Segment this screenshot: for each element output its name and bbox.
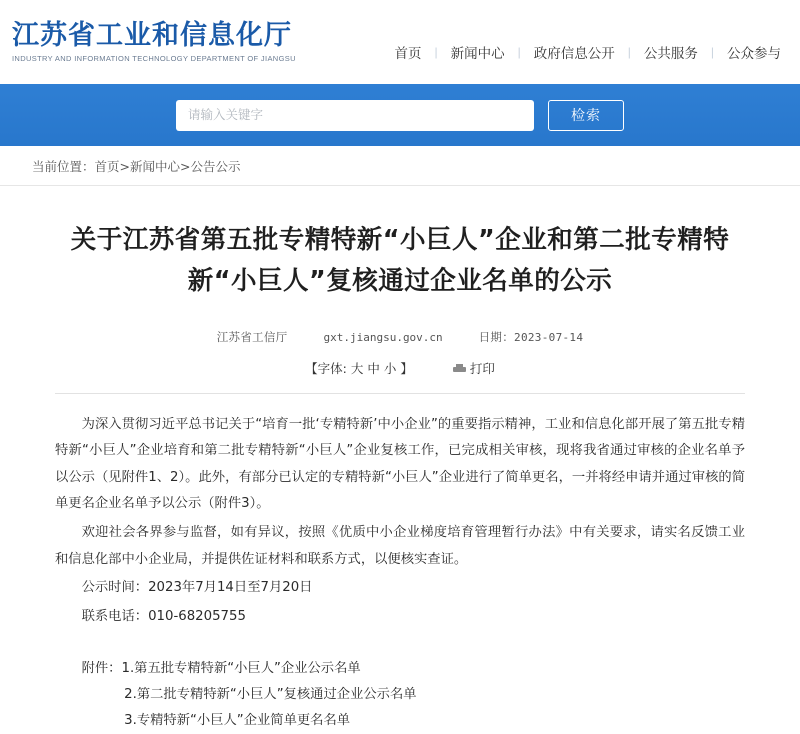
nav-separator: | — [517, 45, 521, 59]
nav-separator: | — [434, 45, 438, 59]
nav-item-government-info[interactable]: 政府信息公开 — [533, 46, 615, 61]
nav-item-public-service[interactable]: 公共服务 — [643, 46, 698, 61]
article-body — [55, 412, 745, 631]
search-row — [176, 100, 624, 131]
print-button[interactable] — [453, 359, 495, 377]
breadcrumb-path[interactable]: 首页>新闻中心>公告公示 — [94, 158, 241, 174]
nav-item-news[interactable]: 新闻中心 — [450, 46, 505, 61]
article-paragraph: 公示时间：2023年7月14日至7月20日 — [81, 580, 313, 596]
font-size-small[interactable]: 小 — [383, 360, 397, 376]
article-date-value: 2023-07-14 — [514, 330, 584, 344]
font-size-toolbar — [55, 359, 745, 377]
breadcrumb-prefix: 当前位置： — [32, 158, 95, 174]
article — [0, 220, 800, 734]
nav-item-home[interactable]: 首页 — [394, 46, 422, 61]
article-source-url: gxt.jiangsu.gov.cn — [323, 330, 443, 344]
breadcrumb-bar — [0, 146, 800, 186]
nav-item-public-participation[interactable]: 公众参与 — [727, 46, 781, 61]
article-paragraph: 为深入贯彻习近平总书记关于“培育一批‘专精特新’中小企业”的重要指示精神，工业和信息化部开展了第五批专精特新“小巨人”企业培育和第二批专精特新“小巨人”企业复核工作，已完成相关审核，现将我省通过审核的企业名单予以公示（见附件1、2）。此外，有部分已认定的专精特新“小巨人”企业进行了简单更名，一并将经申请并通过审核的简单更名企业名单予以公示（附件3）。 — [55, 416, 745, 512]
article-paragraph: 联系电话：010-68205755 — [81, 608, 246, 624]
breadcrumb — [0, 157, 240, 175]
article-date-label: 日期： — [478, 329, 515, 344]
attachment-item[interactable]: 2.第二批专精特新“小巨人”复核通过企业公示名单 — [124, 687, 417, 703]
article-source: 江苏省工信厅 — [216, 329, 288, 344]
search-band — [0, 84, 800, 146]
font-size-medium[interactable]: 中 — [367, 360, 380, 376]
print-label: 打印 — [469, 360, 495, 376]
site-logo-en: INDUSTRY AND INFORMATION TECHNOLOGY DEPARTMENT OF JIANGSU — [12, 54, 296, 64]
site-header — [0, 0, 800, 84]
main-nav — [330, 0, 800, 62]
page-title: 关于江苏省第五批专精特新“小巨人”企业和第二批专精特新“小巨人”复核通过企业名单的公示 — [70, 225, 730, 297]
font-size-label-end: 】 — [400, 360, 413, 376]
site-logo-cn: 江苏省工业和信息化厅 — [12, 20, 292, 51]
search-input[interactable] — [176, 100, 534, 131]
content-divider — [55, 393, 745, 394]
attachment-list — [55, 656, 745, 734]
nav-separator: | — [627, 45, 631, 59]
nav-separator: | — [710, 45, 714, 59]
attachment-item[interactable]: 附件：1.第五批专精特新“小巨人”企业公示名单 — [81, 661, 361, 677]
article-meta — [55, 329, 745, 345]
font-size-label: 【字体: — [305, 360, 347, 376]
search-button[interactable]: 检索 — [548, 100, 624, 131]
site-logo[interactable] — [0, 0, 330, 63]
article-paragraph: 欢迎社会各界参与监督，如有异议，按照《优质中小企业梯度培育管理暂行办法》中有关要求，请实名反馈工业和信息化部中小企业局，并提供佐证材料和联系方式，以便核实查证。 — [55, 524, 745, 567]
attachment-item[interactable]: 3.专精特新“小巨人”企业简单更名名单 — [124, 713, 351, 729]
printer-icon — [453, 364, 466, 374]
font-size-large[interactable]: 大 — [350, 360, 364, 376]
